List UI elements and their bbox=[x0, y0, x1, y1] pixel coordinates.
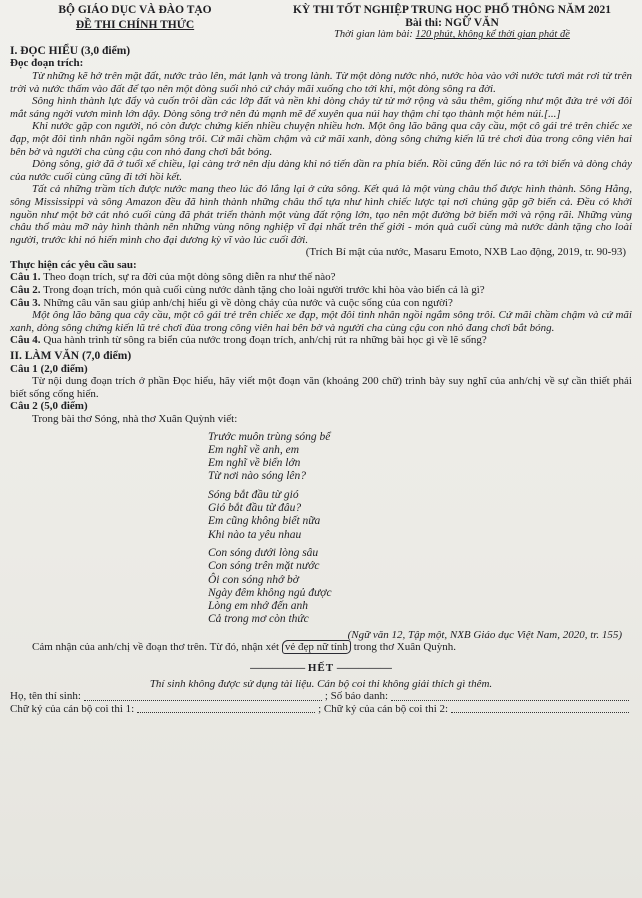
question-4: Câu 4. Qua hành trình từ sông ra biển của nước trong đoạn trích, anh/chị rút ra những bài học gì về lẽ sống? bbox=[10, 334, 487, 347]
candidate-info-line bbox=[10, 690, 632, 703]
poem-line: Từ nơi nào sóng lên? bbox=[208, 470, 307, 483]
proctor2-label: ; Chữ ký của cán bộ coi thi 2: bbox=[318, 702, 449, 715]
essay-q2-task: Cảm nhận của anh/chị về đoạn thơ trên. Từ đó, nhận xét vẻ đẹp nữ tính trong thơ Xuân Quỳnh. bbox=[32, 641, 457, 654]
exam-time: Thời gian làm bài: 120 phút, không kể thời gian phát đề bbox=[334, 29, 570, 41]
passage-label: Đọc đoạn trích: bbox=[10, 57, 84, 70]
poem-line: Em nghĩ về anh, em bbox=[208, 443, 300, 456]
part2-title: II. LÀM VĂN (7,0 điểm) bbox=[10, 350, 132, 363]
poem-line: Ôi con sóng nhớ bờ bbox=[208, 573, 299, 586]
signature-line bbox=[10, 703, 632, 716]
question-3: Câu 3. Những câu văn sau giúp anh/chị hiểu gì về dòng chảy của nước và cuộc sống của con người? bbox=[10, 296, 453, 309]
poem-line: Cả trong mơ còn thức bbox=[208, 613, 309, 626]
essay-q2-label: Câu 2 (5,0 điểm) bbox=[10, 400, 88, 413]
question-1: Câu 1. Theo đoạn trích, sự ra đời của một dòng sông diễn ra như thế nào? bbox=[10, 271, 336, 284]
poem-stanza bbox=[208, 489, 632, 542]
poem-line: Sóng bắt đầu từ gió bbox=[208, 488, 299, 501]
poem-line: Con sóng trên mặt nước bbox=[208, 560, 320, 573]
poem-stanza bbox=[208, 431, 632, 484]
question-3-quote: Một ông lão băng qua cây cầu, một cô gái trẻ trên chiếc xe đạp, một đôi tình nhân ngồi ngắm sông trôi. Cứ mãi chầm chậm và cứ mãi xanh, dòng sông chứng kiến lũ trẻ chơi đùa trong công viên hai bên bờ và người cha cùng cậu con nhỏ đang chơi bắt bóng. bbox=[10, 309, 632, 334]
passage-paragraph: Dòng sông, giờ đã ở tuổi xế chiều, lại càng trở nên dịu dàng khi nó tiến dần ra phía biển. Rồi cũng đến lúc nó ra tới biển và dòng chảy của nước cuối cùng cũng đi tới hồi kết. bbox=[10, 158, 632, 183]
passage-paragraph: Khi nước gặp con người, nó còn được chứng kiến nhiều chuyện nhiều hơn. Một ông lão băng qua cây cầu, một cô gái trẻ trên chiếc xe đạp, một đôi tình nhân ngồi ngắm sông trôi. Cứ mãi chầm chậm và cứ mãi xanh, dòng sông chứng kiến lũ trẻ chơi đùa trong công viên hai bên bờ và người cha cùng cậu con nhỏ đang chơi bắt bóng. bbox=[10, 120, 632, 158]
exam-header bbox=[10, 4, 632, 42]
proctor1-signature-field[interactable] bbox=[137, 703, 315, 713]
passage bbox=[10, 70, 632, 246]
poem-source: (Ngữ văn 12, Tập một, NXB Giáo dục Việt Nam, 2020, tr. 155) bbox=[347, 628, 622, 641]
candidate-note: Thí sinh không được sử dụng tài liệu. Cán bộ coi thi không giải thích gì thêm. bbox=[149, 677, 493, 690]
candidate-name-label: Họ, tên thí sinh: bbox=[10, 690, 81, 703]
official-label: ĐỀ THI CHÍNH THỨC bbox=[75, 18, 195, 31]
exam-subject: Bài thi: NGỮ VĂN bbox=[405, 16, 499, 29]
poem-line: Con sóng dưới lòng sâu bbox=[208, 546, 319, 559]
proctor1-label: Chữ ký của cán bộ coi thi 1: bbox=[10, 702, 135, 715]
passage-paragraph: Sông hình thành lực đẩy và cuốn trôi dần các lớp đất và nền khi dòng chảy từ từ mở rộng và sâu thêm, giống như một đứa trẻ với đôi mắt sáng ngời vươn mình lớn dậy. Dòng sông trở nên đủ mạnh mẽ để xuyên qua núi hay thậm chí tạo thành một hẻm núi.[...] bbox=[10, 95, 632, 120]
poem-line: Gió bắt đầu từ đâu? bbox=[208, 502, 302, 515]
passage-paragraph: Từ những kẽ hở trên mặt đất, nước trào lên, mát lạnh và trong lành. Từ một dòng nước nhỏ, nước hòa vào với nước tươi mát rơi từ trên trời và nước thấm vào đất để tạo nên một dòng suối nhỏ cứ chảy mãi xuống cho tới khi, một dòng sông ra đời. bbox=[10, 69, 632, 95]
header-left bbox=[10, 4, 260, 42]
essay-q2-intro: Trong bài thơ Sóng, nhà thơ Xuân Quỳnh viết: bbox=[32, 413, 238, 425]
ministry-name: BỘ GIÁO DỤC VÀ ĐÀO TẠO bbox=[58, 4, 212, 16]
passage-paragraph: Tất cả những trầm tích được nước mang theo lúc đó lắng lại ở cửa sông. Kết quả là một vùng châu thổ được hình thành. Sông Hằng, sông Mississippi và sông Amazon đều đã hình thành những châu thổ tựa như hình chiếc lược tại nơi chúng gặp gỡ biển cả. Đều có khởi nguồn như một bờ cát nhỏ cuối cùng đã phát triển thành một vùng đất rộng lớn, tạo nên một đường bờ biển mới và rộng rãi. Những vùng châu thổ màu mỡ này hình thành nên những vùng nông nghiệp vĩ đại nhất trên thế giới - món quà cuối cùng mà nước dành tặng cho loài người, trước khi nó hiến mình cho đại dương kỳ vĩ vào lúc cuối đời. bbox=[10, 183, 632, 246]
poem-line: Trước muôn trùng sóng bể bbox=[208, 430, 331, 443]
passage-citation: (Trích Bí mật của nước, Masaru Emoto, NXB Lao động, 2019, tr. 90-93) bbox=[305, 246, 626, 259]
essay-q1-text: Từ nội dung đoạn trích ở phần Đọc hiểu, hãy viết một đoạn văn (khoảng 200 chữ) trình bày suy nghĩ của anh/chị về sự cần thiết phải biết sống cống hiến. bbox=[10, 375, 632, 400]
highlighted-phrase: vẻ đẹp nữ tính bbox=[282, 640, 351, 654]
header-right bbox=[272, 4, 632, 42]
exam-title: KỲ THI TỐT NGHIỆP TRUNG HỌC PHỔ THÔNG NĂM 2021 bbox=[292, 4, 612, 16]
poem-line: Lòng em nhớ đến anh bbox=[208, 600, 309, 613]
tasks-label: Thực hiện các yêu cầu sau: bbox=[10, 258, 137, 271]
poem bbox=[208, 431, 632, 627]
poem-line: Em cũng không biết nữa bbox=[208, 515, 321, 528]
end-marker: ————— HẾT ————— bbox=[250, 661, 392, 674]
poem-line: Em nghĩ về biển lớn bbox=[208, 457, 301, 470]
poem-stanza bbox=[208, 547, 632, 627]
essay-q1-label: Câu 1 (2,0 điểm) bbox=[10, 362, 88, 375]
poem-line: Khi nào ta yêu nhau bbox=[208, 528, 302, 541]
candidate-name-field[interactable] bbox=[84, 691, 322, 701]
candidate-number-field[interactable] bbox=[391, 691, 629, 701]
candidate-number-label: ; Số báo danh: bbox=[324, 690, 389, 703]
poem-line: Ngày đêm không ngủ được bbox=[208, 586, 332, 599]
question-2: Câu 2. Trong đoạn trích, món quà cuối cùng nước dành tặng cho loài người trước khi hòa vào biển cả là gì? bbox=[10, 284, 485, 297]
proctor2-signature-field[interactable] bbox=[451, 703, 629, 713]
part1-title: I. ĐỌC HIỂU (3,0 điểm) bbox=[10, 44, 131, 57]
